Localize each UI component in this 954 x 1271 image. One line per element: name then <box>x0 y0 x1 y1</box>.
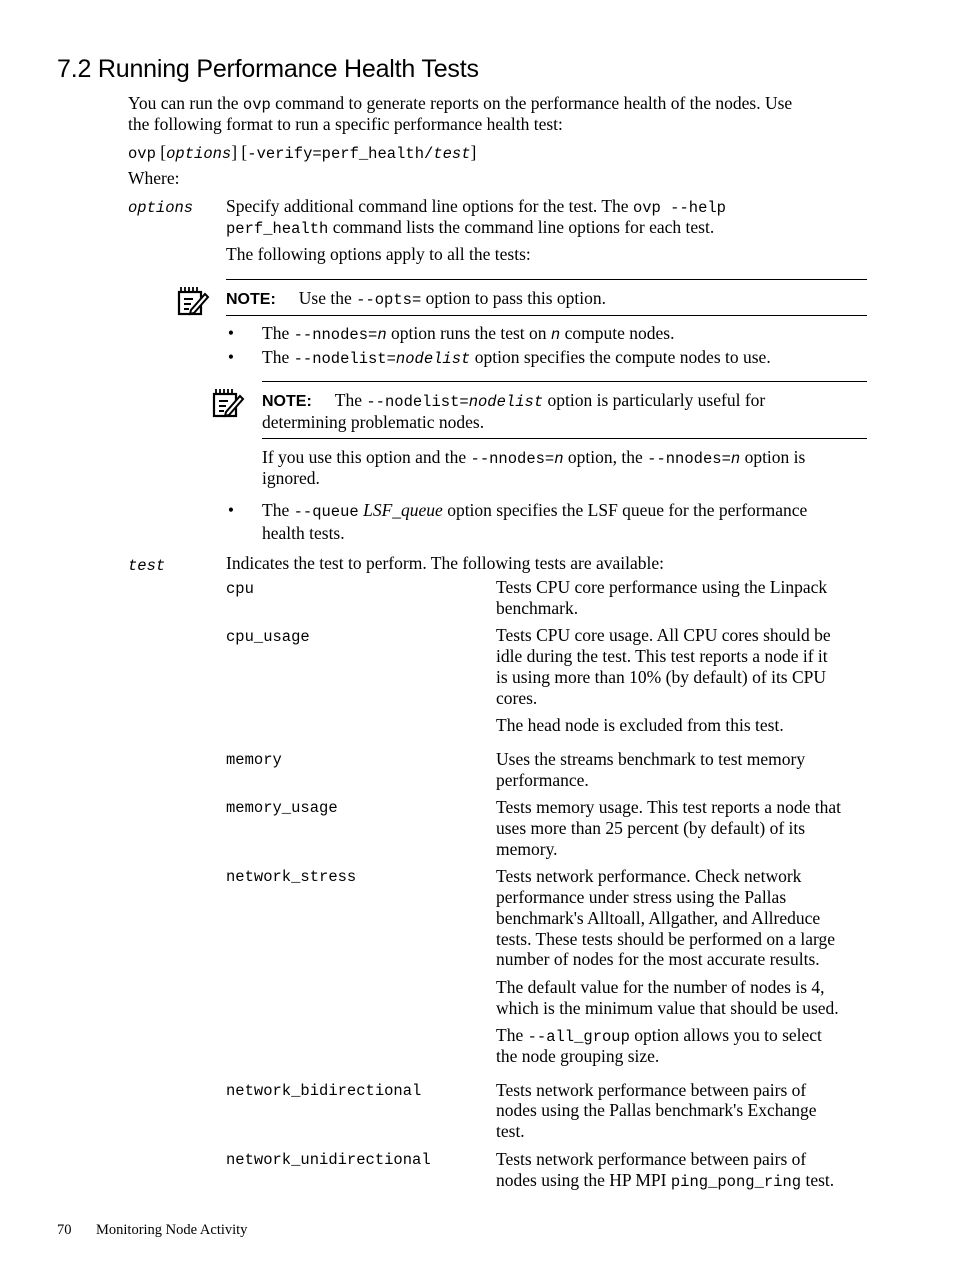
options-term: options <box>128 199 194 217</box>
test-desc-memory-usage-3: memory. <box>496 839 558 859</box>
bullet-mark: • <box>227 323 235 343</box>
bullet-mark: • <box>227 347 235 367</box>
note-pencil-icon <box>176 284 210 318</box>
bullet-queue-line-1: The --queue LSF_queue option specifies the LSF queue for the performance <box>262 500 808 521</box>
test-desc-network-stress-2: performance under stress using the Pallas <box>496 887 787 907</box>
test-desc-network-unidirectional-1: Tests network performance between pairs of <box>496 1149 807 1169</box>
bullet-queue-line-2: health tests. <box>262 523 345 543</box>
note2-line-2: determining problematic nodes. <box>262 412 485 432</box>
test-term: test <box>128 557 166 575</box>
test-desc-cpu-2: benchmark. <box>496 598 579 618</box>
note1-bottom-rule <box>226 315 867 316</box>
test-desc-network-bidirectional-1: Tests network performance between pairs of <box>496 1080 807 1100</box>
test-desc-cpu-1: Tests CPU core performance using the Linpack <box>496 577 828 597</box>
test-desc-network-bidirectional-3: test. <box>496 1121 525 1141</box>
test-name-network-bidirectional: network_bidirectional <box>226 1082 422 1100</box>
test-desc-network-stress-1: Tests network performance. Check network <box>496 866 802 886</box>
syntax-line: ovp [options] [-verify=perf_health/test] <box>128 142 477 163</box>
test-name-memory: memory <box>226 751 282 769</box>
test-desc-memory-2: performance. <box>496 770 589 790</box>
test-desc-network-stress-9: the node grouping size. <box>496 1046 660 1066</box>
test-desc-cpu-usage-5: The head node is excluded from this test. <box>496 715 784 735</box>
test-desc-memory-usage-1: Tests memory usage. This test reports a node that <box>496 797 841 817</box>
intro-line-2: the following format to run a specific performance health test: <box>128 114 563 134</box>
test-desc-network-stress-8: The --all_group option allows you to select <box>496 1025 822 1046</box>
note2-line-1: NOTE: The --nodelist=nodelist option is particularly useful for <box>262 390 766 411</box>
page-number: 70 <box>57 1222 72 1238</box>
test-desc-memory-usage-2: uses more than 25 percent (by default) of its <box>496 818 806 838</box>
test-name-cpu: cpu <box>226 580 254 598</box>
test-desc-cpu-usage-1: Tests CPU core usage. All CPU cores should be <box>496 625 831 645</box>
test-desc-network-stress-7: which is the minimum value that should be used. <box>496 998 839 1018</box>
footer-section-title: Monitoring Node Activity <box>96 1222 248 1238</box>
test-desc-memory-1: Uses the streams benchmark to test memory <box>496 749 806 769</box>
bullet-nnodes: The --nnodes=n option runs the test on n compute nodes. <box>262 323 675 344</box>
bullet-nodelist: The --nodelist=nodelist option specifies the compute nodes to use. <box>262 347 771 368</box>
test-name-memory-usage: memory_usage <box>226 799 338 817</box>
section-heading: 7.2 Running Performance Health Tests <box>57 55 479 83</box>
note1-top-rule <box>226 279 867 280</box>
note-pencil-icon <box>211 386 245 420</box>
test-desc-network-stress-5: number of nodes for the most accurate results. <box>496 949 820 969</box>
note2-bottom-rule <box>262 438 867 439</box>
test-desc-cpu-usage-3: is using more than 10% (by default) of its CPU <box>496 667 827 687</box>
note2-top-rule <box>262 381 867 382</box>
test-desc-network-bidirectional-2: nodes using the Pallas benchmark's Exchange <box>496 1100 817 1120</box>
intro-line-1: You can run the ovp command to generate reports on the performance health of the nodes. Use <box>128 93 793 114</box>
nnodes-para-line-1: If you use this option and the --nnodes=n option, the --nnodes=n option is <box>262 447 806 468</box>
test-desc-cpu-usage-2: idle during the test. This test reports a node if it <box>496 646 828 666</box>
test-name-network-unidirectional: network_unidirectional <box>226 1151 431 1169</box>
options-desc-line-1: Specify additional command line options for the test. The ovp --help <box>226 196 726 217</box>
where-label: Where: <box>128 168 180 188</box>
note1-text: NOTE: Use the --opts= option to pass this option. <box>226 288 606 309</box>
test-intro: Indicates the test to perform. The following tests are available: <box>226 553 665 573</box>
test-desc-network-unidirectional-2: nodes using the HP MPI ping_pong_ring test. <box>496 1170 835 1191</box>
test-name-cpu-usage: cpu_usage <box>226 628 310 646</box>
bullet-mark: • <box>227 500 235 520</box>
options-desc-line-2: perf_health command lists the command line options for each test. <box>226 217 715 238</box>
test-desc-network-stress-4: tests. These tests should be performed on a large <box>496 929 836 949</box>
test-desc-network-stress-3: benchmark's Alltoall, Allgather, and Allreduce <box>496 908 821 928</box>
test-desc-cpu-usage-4: cores. <box>496 688 538 708</box>
test-desc-network-stress-6: The default value for the number of nodes is 4, <box>496 977 825 997</box>
test-name-network-stress: network_stress <box>226 868 357 886</box>
nnodes-para-line-2: ignored. <box>262 468 320 488</box>
options-desc-line-3: The following options apply to all the tests: <box>226 244 531 264</box>
